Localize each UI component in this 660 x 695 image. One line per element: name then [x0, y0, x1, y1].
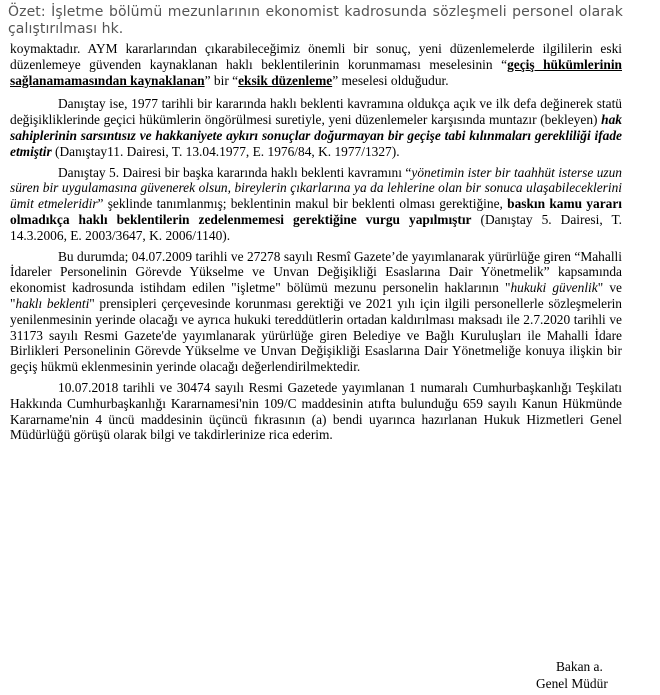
paragraph-conclusion-connector: " ve " [10, 280, 622, 311]
danistay-5-citation: (Danıştay 5. Dairesi, T. 14.3.2006, E. 2003/3647, K. 2006/1140). [10, 211, 622, 243]
paragraph-aym-text: koymaktadır. AYM kararlarından çıkarabileceğimiz önemli bir sonuç, yeni düzenlemelerde ilgililerin eski düzenlemeye güvenden kaynaklanan haklı beklentilerinin korunmaması meselesinin “ [10, 41, 622, 72]
signature-on-behalf: Bakan a. [556, 659, 603, 674]
paragraph-aym [10, 41, 622, 88]
legal-security-term: hukuki güvenlik [510, 280, 598, 296]
incomplete-regulation-phrase: eksik düzenleme [238, 72, 333, 88]
paragraph-conclusion [10, 249, 622, 375]
paragraph-aym-connector: ” bir “ [204, 72, 239, 88]
legitimate-expectation-definition: yönetimin ister bir taahhüt isterse uzun süren bir uygulamasına güvenerek olsun, bireylerin çıkarlarına ya da lehlerine olan bir sonuca ulaşabileceklerini ümit etmeleridir [10, 164, 623, 212]
paragraph-danistay-1977 [10, 96, 622, 159]
summary-text: Özet: İşletme bölümü mezunlarının ekonomist kadrosunda sözleşmeli personel olarak çalıştırılması hk. [8, 4, 623, 37]
paragraph-danistay-5-middle: ” şeklinde tanımlanmış; beklentinin makul bir beklenti olması gerektiğine, [97, 196, 508, 212]
paragraph-closing: 10.07.2018 tarihli ve 30474 sayılı Resmi Gazetede yayımlanan 1 numaralı Cumhurbaşkanlığı Teşkilatı Hakkında Cumhurbaşkanlığı Kararnamesi'nin 109/C maddesinin atıfta bulunduğu 659 sayılı Kanun Hükmünde Kararname'nin 4 üncü maddesinin üçüncü fıkrasının (a) bendi uyarınca hazırlanan Hukuk Hizmetleri Genel Müdürlüğü görüşü olarak bilgi ve takdirlerinize rica ederim. [10, 379, 622, 443]
paragraph-aym-end: ” meselesi olduğudur. [332, 72, 449, 88]
signature-block [520, 658, 630, 692]
paragraph-conclusion-end: " prensipleri çerçevesinde korunması gerektiği ve 2021 yılı için ilgili personellerle sözleşmelerin yenilenmesinin yerinde olacağı ve ayrıca hukuki tereddütlerin ortadan kaldırılması maksadı ile 2.7.2020 tarihli ve 31173 sayılı Resmi Gazete'de yayımlanarak yürürlüğe giren Belediye ve Bağlı Kuruluşları ile Mahalli İdare Birlikleri Personelinin Görevde Yükselme ve Unvan Değişikliği Esaslarına Dair Yönetmeliğe konuya ilişkin bir geçiş hükmü eklenmesinin yerinde olacağı değerlendirilmektedir. [10, 295, 622, 375]
document-body [10, 41, 622, 448]
signature-title: Genel Müdür [536, 676, 608, 691]
paragraph-conclusion-text: Bu durumda; 04.07.2009 tarihli ve 27278 sayılı Resmî Gazete’de yayımlanarak yürürlüğe giren “Mahalli İdareler Personelinin Görevde Yükselme ve Unvan Değişikliği Esaslarına Dair Yönetmelik” kapsamında ekonomist kadrosunda istihdam edilen "işletme" bölümü mezunu personelin haklarının " [10, 248, 622, 296]
paragraph-danistay-5-text: Danıştay 5. Dairesi bir başka kararında haklı beklenti kavramını “ [58, 164, 412, 180]
transition-provisions-phrase: geçiş hükümlerinin sağlanamamasından kaynaklanan [10, 56, 623, 88]
public-interest-emphasis: baskın kamu yararı olmadıkça haklı beklentilerin zedelenmemesi gerektiğine vurgu yapılmıştır [10, 196, 622, 227]
paragraph-danistay-5 [10, 165, 622, 244]
danistay-1977-emphasis: hak sahiplerinin sarsıntısız ve hakkaniyete aykırı sonuçlar doğurmayan bir geçişe tabi kılınmaları gerekliliği ifade etmiştir [10, 112, 622, 159]
legitimate-expectation-term: haklı beklenti [15, 295, 90, 311]
danistay-1977-citation: (Danıştay11. Dairesi, T. 13.04.1977, E. 1976/84, K. 1977/1327). [51, 143, 400, 159]
paragraph-danistay-1977-text: Danıştay ise, 1977 tarihli bir kararında haklı beklenti kavramına oldukça açık ve ilk defa değinerek statü değişikliklerinde geçici hükümlerin öngörülmesi suretiyle, yeni düzenlemeler karşısında muntazır (bekleyen) [10, 96, 622, 128]
